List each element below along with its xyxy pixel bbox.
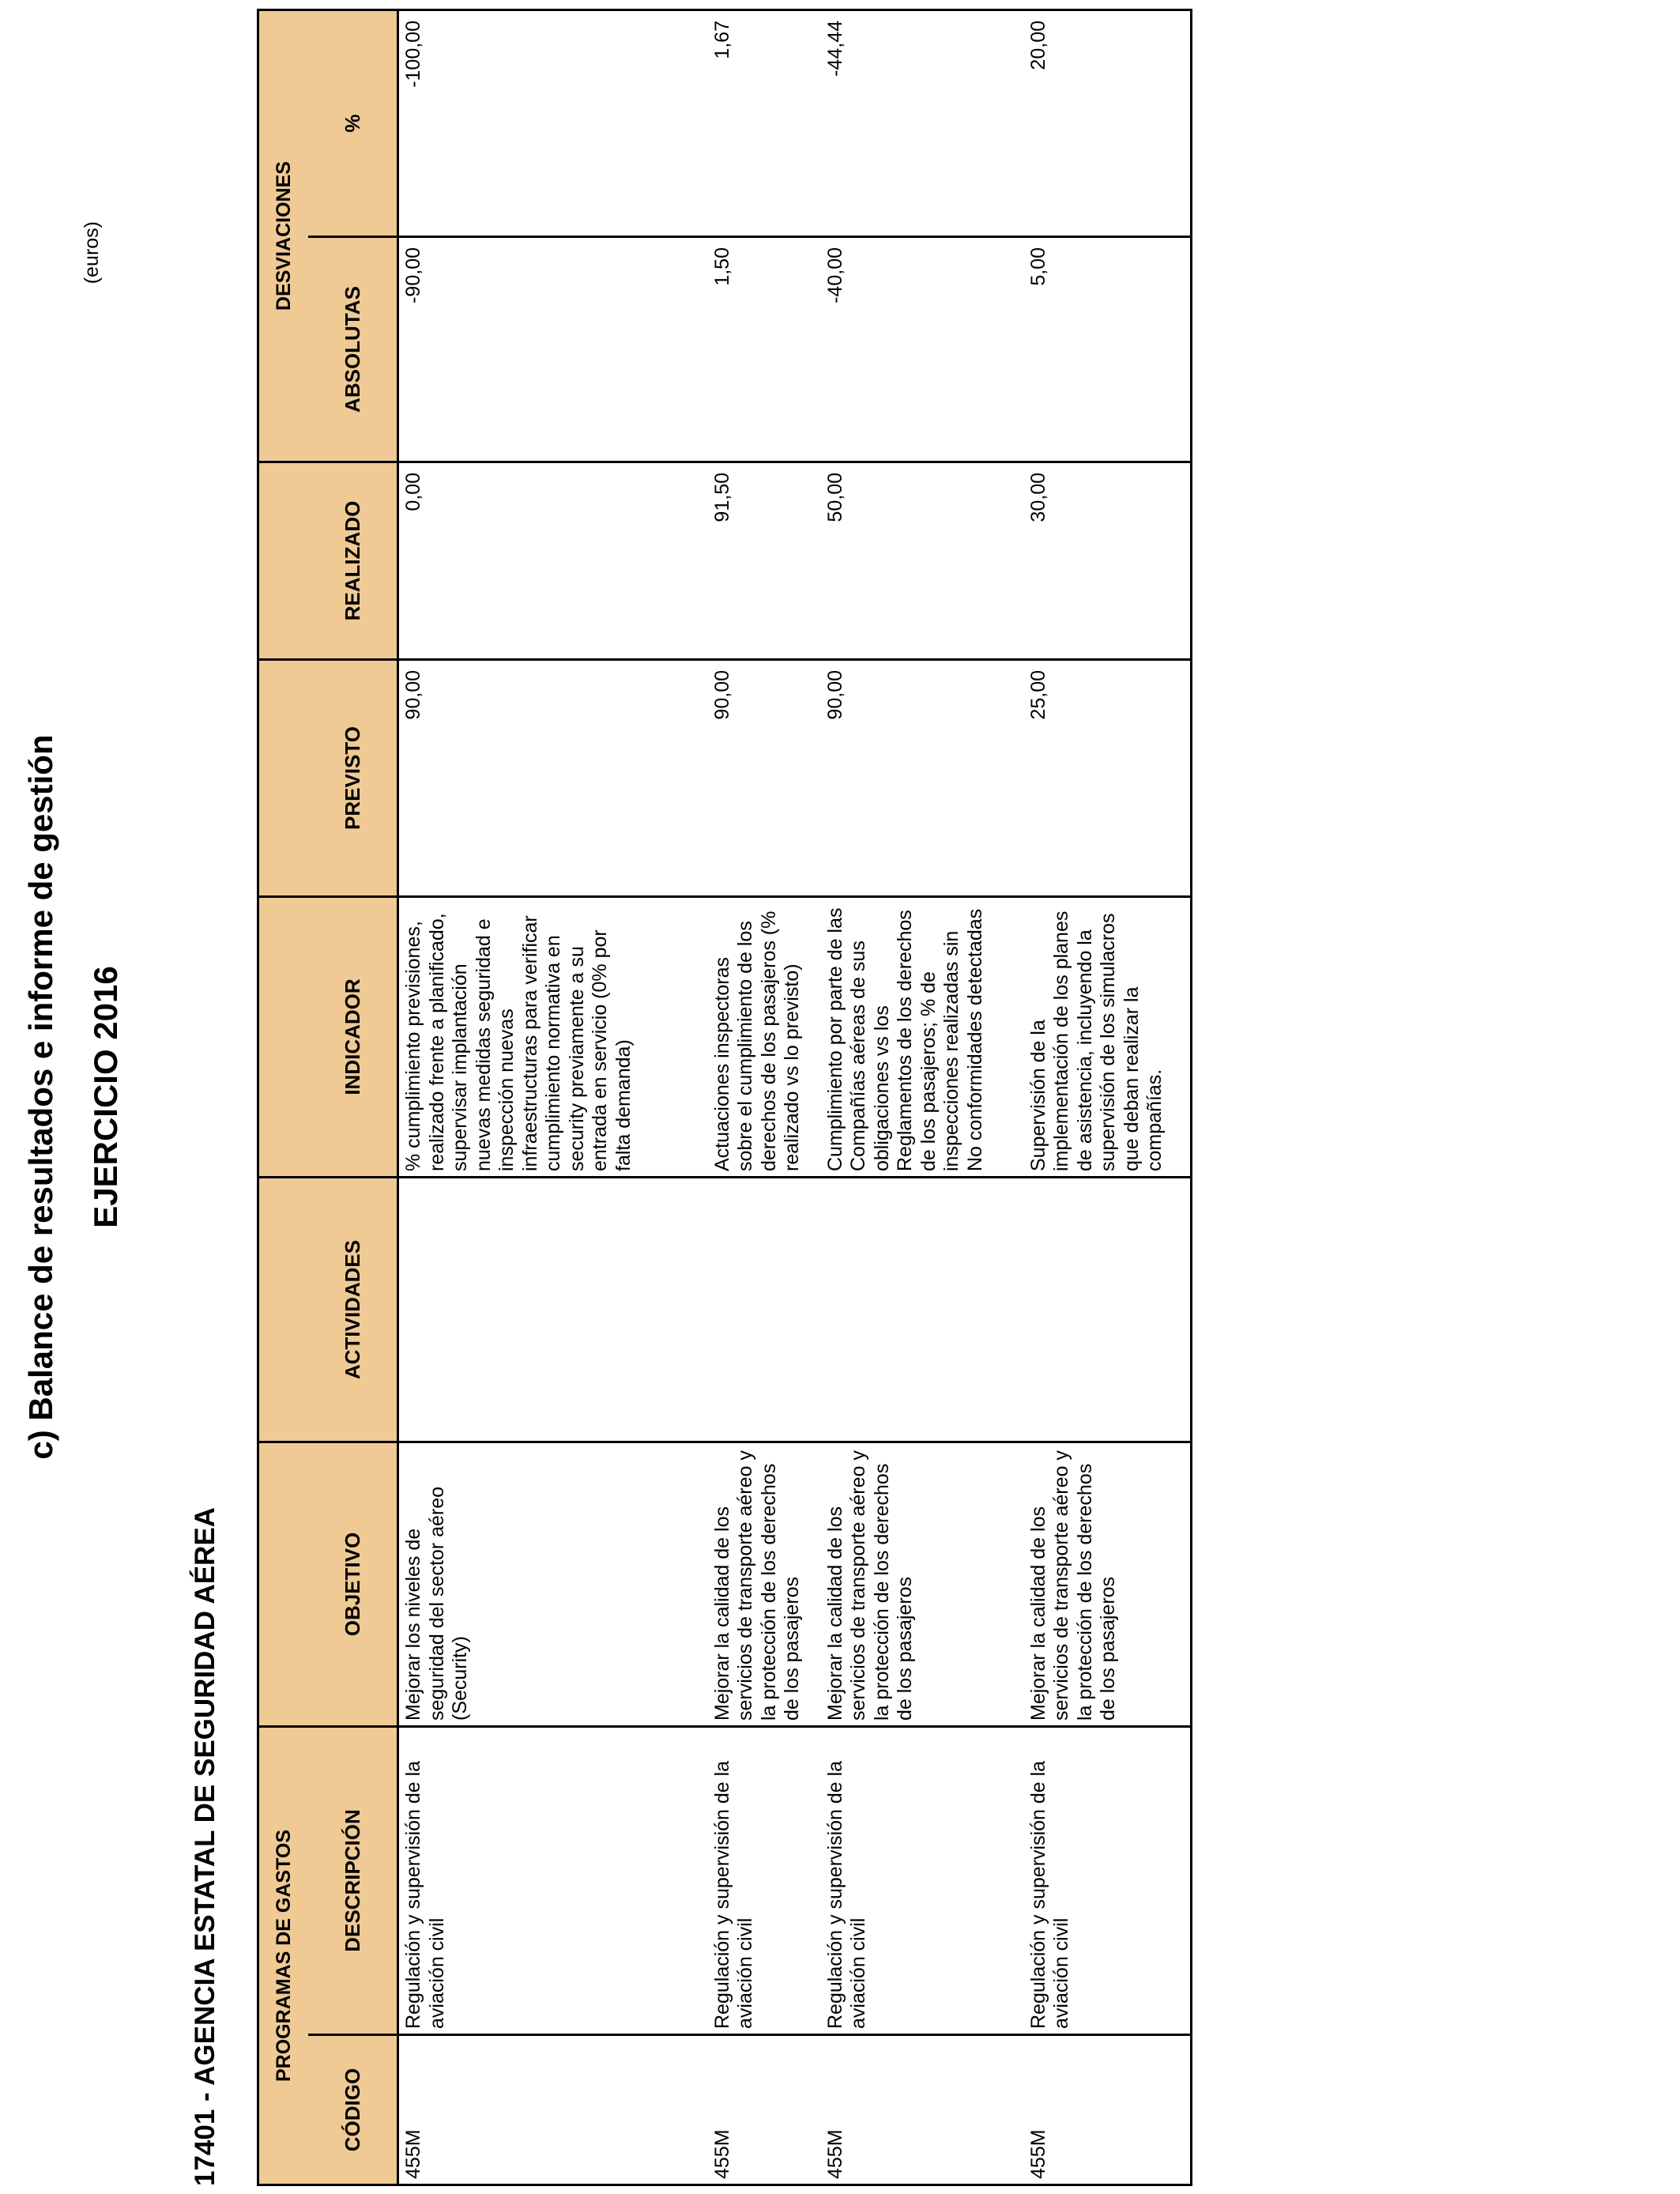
cell-percent: 20,00	[1024, 10, 1192, 237]
col-indicator: INDICADOR	[308, 897, 398, 1178]
cell-indicator: Actuaciones inspectoras sobre el cumplimiento de los derechos de los pasajeros (% realizado vs lo previsto)	[708, 897, 821, 1178]
cell-absolute: -40,00	[821, 237, 1024, 462]
cell-code: 455M	[1024, 2035, 1192, 2185]
cell-absolute: 1,50	[708, 237, 821, 462]
cell-objective: Mejorar la calidad de los servicios de transporte aéreo y la protección de los derechos de los pasajeros	[1024, 1442, 1192, 1727]
header-spacer	[258, 1442, 309, 1727]
cell-code: 455M	[398, 2035, 708, 2185]
cell-planned: 90,00	[708, 660, 821, 897]
cell-objective: Mejorar la calidad de los servicios de transporte aéreo y la protección de los derechos de los pasajeros	[708, 1442, 821, 1727]
cell-description: Regulación y supervisión de la aviación civil	[821, 1727, 1024, 2035]
programs-group-header: PROGRAMAS DE GASTOS	[258, 1727, 309, 2185]
col-percent: %	[308, 10, 398, 237]
col-planned: PREVISTO	[308, 660, 398, 897]
cell-percent: -100,00	[398, 10, 708, 237]
col-achieved: REALIZADO	[308, 462, 398, 660]
currency-units: (euros)	[81, 221, 103, 285]
cell-indicator: Supervisión de la implementación de los planes de asistencia, incluyendo la supervisión de los simulacros que deban realizar la compañías.	[1024, 897, 1192, 1178]
cell-achieved: 30,00	[1024, 462, 1192, 660]
cell-percent: -44,44	[821, 10, 1024, 237]
cell-absolute: -90,00	[398, 237, 708, 462]
table-row	[821, 10, 1024, 2185]
cell-activities	[398, 1178, 708, 1442]
table-row	[1024, 10, 1192, 2185]
cell-achieved: 91,50	[708, 462, 821, 660]
cell-achieved: 0,00	[398, 462, 708, 660]
cell-code: 455M	[821, 2035, 1024, 2185]
col-absolute: ABSOLUTAS	[308, 237, 398, 462]
section-title: c) Balance de resultados e informe de gestión	[22, 734, 59, 1460]
cell-activities	[1024, 1178, 1192, 1442]
cell-indicator: % cumplimiento previsiones, realizado frente a planificado, supervisar implantación nuevas medidas seguridad e inspección nuevas infraestructuras para verificar cumplimiento normativa en security previamente a su entrada en servicio (0% por falta demanda)	[398, 897, 708, 1178]
col-objective: OBJETIVO	[308, 1442, 398, 1727]
agency-title: 17401 - AGENCIA ESTATAL DE SEGURIDAD AÉREA	[190, 1507, 220, 2186]
results-table	[257, 9, 1192, 2186]
cell-activities	[821, 1178, 1024, 1442]
cell-description: Regulación y supervisión de la aviación civil	[1024, 1727, 1192, 2035]
cell-objective: Mejorar la calidad de los servicios de transporte aéreo y la protección de los derechos de los pasajeros	[821, 1442, 1024, 1727]
cell-percent: 1,67	[708, 10, 821, 237]
cell-objective: Mejorar los niveles de seguridad del sector aéreo (Security)	[398, 1442, 708, 1727]
header-spacer	[258, 660, 309, 897]
cell-planned: 25,00	[1024, 660, 1192, 897]
cell-achieved: 50,00	[821, 462, 1024, 660]
cell-code: 455M	[708, 2035, 821, 2185]
table-row	[398, 10, 708, 2185]
cell-description: Regulación y supervisión de la aviación civil	[708, 1727, 821, 2035]
header-spacer	[258, 1178, 309, 1442]
cell-absolute: 5,00	[1024, 237, 1192, 462]
cell-planned: 90,00	[821, 660, 1024, 897]
col-code: CÓDIGO	[308, 2035, 398, 2185]
cell-description: Regulación y supervisión de la aviación civil	[398, 1727, 708, 2035]
year-title: EJERCICIO 2016	[87, 966, 124, 1228]
cell-indicator: Cumplimiento por parte de las Compañías aéreas de sus obligaciones vs los Reglamentos de los derechos de los pasajeros; % de inspecciones realizadas sin No conformidades detectadas	[821, 897, 1024, 1178]
header-spacer	[258, 897, 309, 1178]
header-spacer	[258, 462, 309, 660]
table-row	[708, 10, 821, 2185]
col-activities: ACTIVIDADES	[308, 1178, 398, 1442]
col-description: DESCRIPCIÓN	[308, 1727, 398, 2035]
cell-planned: 90,00	[398, 660, 708, 897]
cell-activities	[708, 1178, 821, 1442]
deviations-group-header: DESVIACIONES	[258, 10, 309, 462]
